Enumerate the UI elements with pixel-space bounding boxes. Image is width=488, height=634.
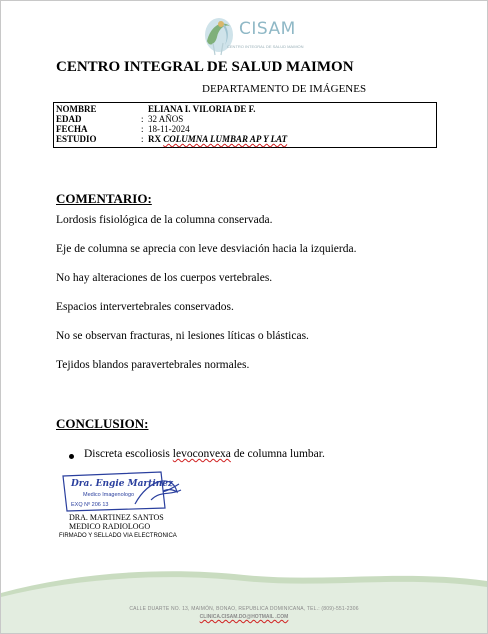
doctor-title: MEDICO RADIOLOGO — [69, 522, 151, 531]
conclusion-heading: CONCLUSION: — [56, 416, 149, 431]
logo-wordmark: CISAM — [239, 19, 296, 39]
comentario-line: Lordosis fisiológica de la columna conservada. — [56, 214, 273, 226]
comentario-line: Tejidos blandos paravertebrales normales. — [56, 359, 250, 371]
field-label: ESTUDIO — [56, 134, 97, 144]
field-colon: : — [141, 134, 144, 144]
field-label: EDAD — [56, 114, 82, 124]
footer-address: CALLE DUARTE NO. 13, MAIMÓN, BONAO, REPUBLICA DOMINICANA, TEL.: (809)-551-2306 — [129, 606, 359, 612]
logo-emblem-icon — [197, 13, 241, 57]
patient-info-box — [53, 102, 437, 148]
comentario-line: Eje de columna se aprecia con leve desviación hacia la izquierda. — [56, 243, 357, 255]
study-name: COLUMNA LUMBAR AP Y LAT — [163, 134, 288, 144]
doctor-name: DRA. MARTINEZ SANTOS — [69, 513, 164, 522]
department-name: DEPARTAMENTO DE IMÁGENES — [202, 83, 367, 95]
stamp-exq: EXQ Nº 206 13 — [71, 502, 109, 508]
field-label: FECHA — [56, 124, 88, 134]
comentario-line: No hay alteraciones de los cuerpos vertebrales. — [56, 272, 273, 284]
comentario-heading: COMENTARIO: — [56, 191, 152, 206]
conclusion-item: Discreta escoliosis levoconvexa de columna lumbar. — [84, 448, 325, 460]
field-value: ELIANA I. VILORIA DE F. — [148, 104, 256, 114]
field-value — [148, 134, 287, 144]
field-colon: : — [141, 124, 144, 134]
comentario-line: No se observan fracturas, ni lesiones líticas o blásticas. — [56, 330, 309, 342]
bullet-icon — [69, 454, 74, 459]
field-value: 32 AÑOS — [148, 114, 184, 124]
clinic-title: CENTRO INTEGRAL DE SALUD MAIMON — [56, 59, 354, 75]
footer-wave — [1, 567, 487, 634]
study-prefix: RX — [148, 134, 161, 144]
footer-email: CLINICA.CISAM.DO@HOTMAIL .COM — [199, 614, 289, 620]
flagged-word: levoconvexa — [172, 448, 231, 460]
stamp-name: Dra. Engie Martinez — [71, 479, 174, 489]
cisam-logo — [197, 13, 309, 57]
doctor-stamp — [61, 470, 183, 512]
comentario-line: Espacios intervertebrales conservados. — [56, 301, 234, 313]
logo-subtitle: CENTRO INTEGRAL DE SALUD MAIMON — [227, 44, 304, 49]
field-colon: : — [141, 114, 144, 124]
field-value: 18-11-2024 — [148, 124, 190, 134]
field-label: NOMBRE — [56, 104, 97, 114]
signed-note: FIRMADO Y SELLADO VIA ELECTRONICA — [59, 533, 177, 539]
stamp-role: Medico Imagenologo — [83, 492, 135, 498]
